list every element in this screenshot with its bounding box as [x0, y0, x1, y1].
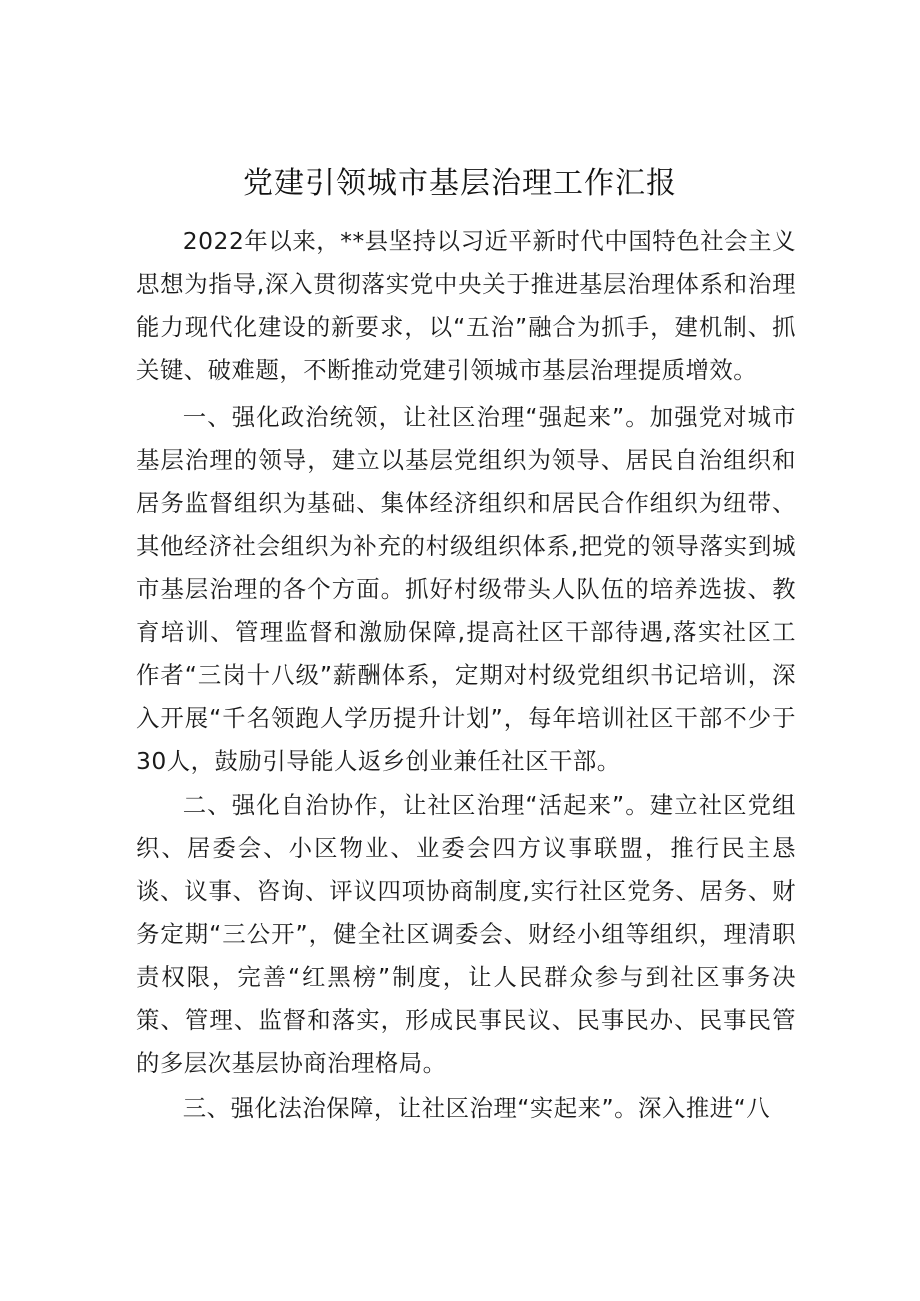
section-three-paragraph: 三、强化法治保障，让社区治理“实起来”。深入推进“八: [182, 1094, 771, 1122]
section-two-paragraph: 二、强化自治协作，让社区治理“活起来”。建立社区党组织、居委会、小区物业、业委会四方议事联盟，推行民主恳谈、议事、咨询、评议四项协商制度,实行社区党务、居务、财务定期“三公开”，健全社区调委会、财经小组等组织，理清职责权限，完善“红黑榜”制度，让人民群众参与到社区事务决策、管理、监督和落实，形成民事民议、民事民办、民事民管的多层次基层协商治理格局。: [136, 791, 796, 1077]
document-title: 党建引领城市基层治理工作汇报: [243, 166, 677, 201]
section-one-paragraph: 一、强化政治统领，让社区治理“强起来”。加强党对城市基层治理的领导，建立以基层党组织为领导、居民自治组织和居务监督组织为基础、集体经济组织和居民合作组织为纽带、其他经济社会组织为补充的村级组织体系,把党的领导落实到城市基层治理的各个方面。抓好村级带头人队伍的培养选拔、教育培训、管理监督和激励保障,提高社区干部待遇,落实社区工作者“三岗十八级”薪酬体系，定期对村级党组织书记培训，深入开展“千名领跑人学历提升计划”，每年培训社区干部不少于30人，鼓励引导能人返乡创业兼任社区干部。: [136, 403, 796, 775]
intro-paragraph: 2022年以来，**县坚持以习近平新时代中国特色社会主义思想为指导,深入贯彻落实党中央关于推进基层治理体系和治理能力现代化建设的新要求，以“五治”融合为抓手，建机制、抓关键、破难题，不断推动党建引领城市基层治理提质增效。: [136, 227, 796, 384]
